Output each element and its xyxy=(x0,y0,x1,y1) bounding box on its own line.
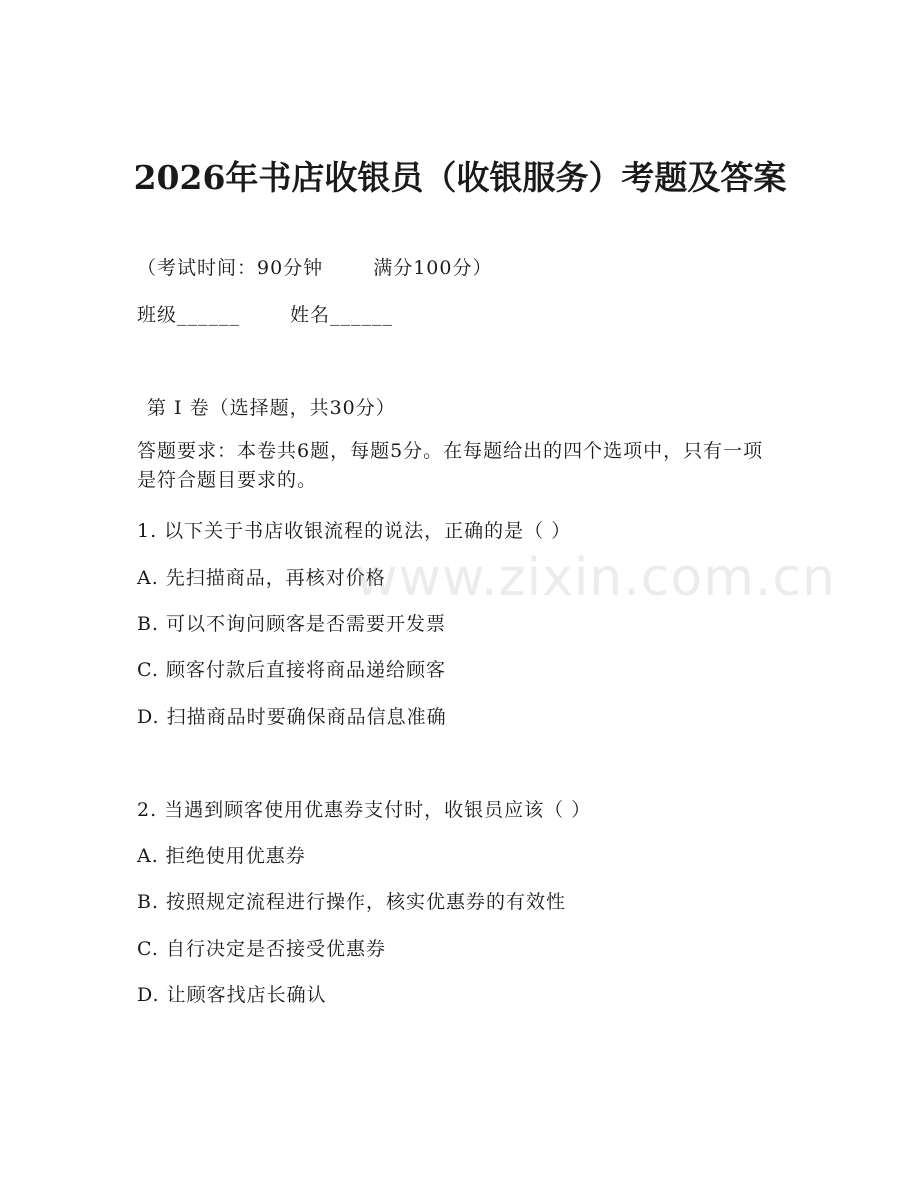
question-2-option-b: B. 按照规定流程进行操作，核实优惠券的有效性 xyxy=(137,891,567,913)
question-2-stem: 2. 当遇到顾客使用优惠券支付时，收银员应该（ ） xyxy=(137,799,592,821)
question-1-stem: 1. 以下关于书店收银流程的说法，正确的是（ ） xyxy=(137,520,572,542)
section-requirements: 答题要求：本卷共6题，每题5分。在每题给出的四个选项中，只有一项是符合题目要求的。 xyxy=(137,440,764,491)
question-1-option-d: D. 扫描商品时要确保商品信息准确 xyxy=(137,706,447,728)
exam-score: 满分100分） xyxy=(373,257,493,279)
question-2-option-d: D. 让顾客找店长确认 xyxy=(137,984,327,1006)
name-field-label: 姓名______ xyxy=(290,304,394,326)
student-info xyxy=(137,300,393,327)
class-field-label: 班级______ xyxy=(137,304,241,326)
exam-info xyxy=(137,253,492,280)
question-1-option-c: C. 顾客付款后直接将商品递给顾客 xyxy=(137,659,446,681)
question-2-option-c: C. 自行决定是否接受优惠券 xyxy=(137,938,386,960)
section-heading: 第 I 卷（选择题，共30分） xyxy=(147,397,396,419)
question-1-option-a: A. 先扫描商品，再核对价格 xyxy=(137,567,386,589)
watermark: www.zixin.com.cn xyxy=(355,548,836,608)
page-title: 2026年书店收银员（收银服务）考题及答案 xyxy=(133,158,787,197)
question-1-option-b: B. 可以不询问顾客是否需要开发票 xyxy=(137,613,447,635)
exam-time: （考试时间：90分钟 xyxy=(137,257,324,279)
question-2-option-a: A. 拒绝使用优惠券 xyxy=(137,845,306,867)
